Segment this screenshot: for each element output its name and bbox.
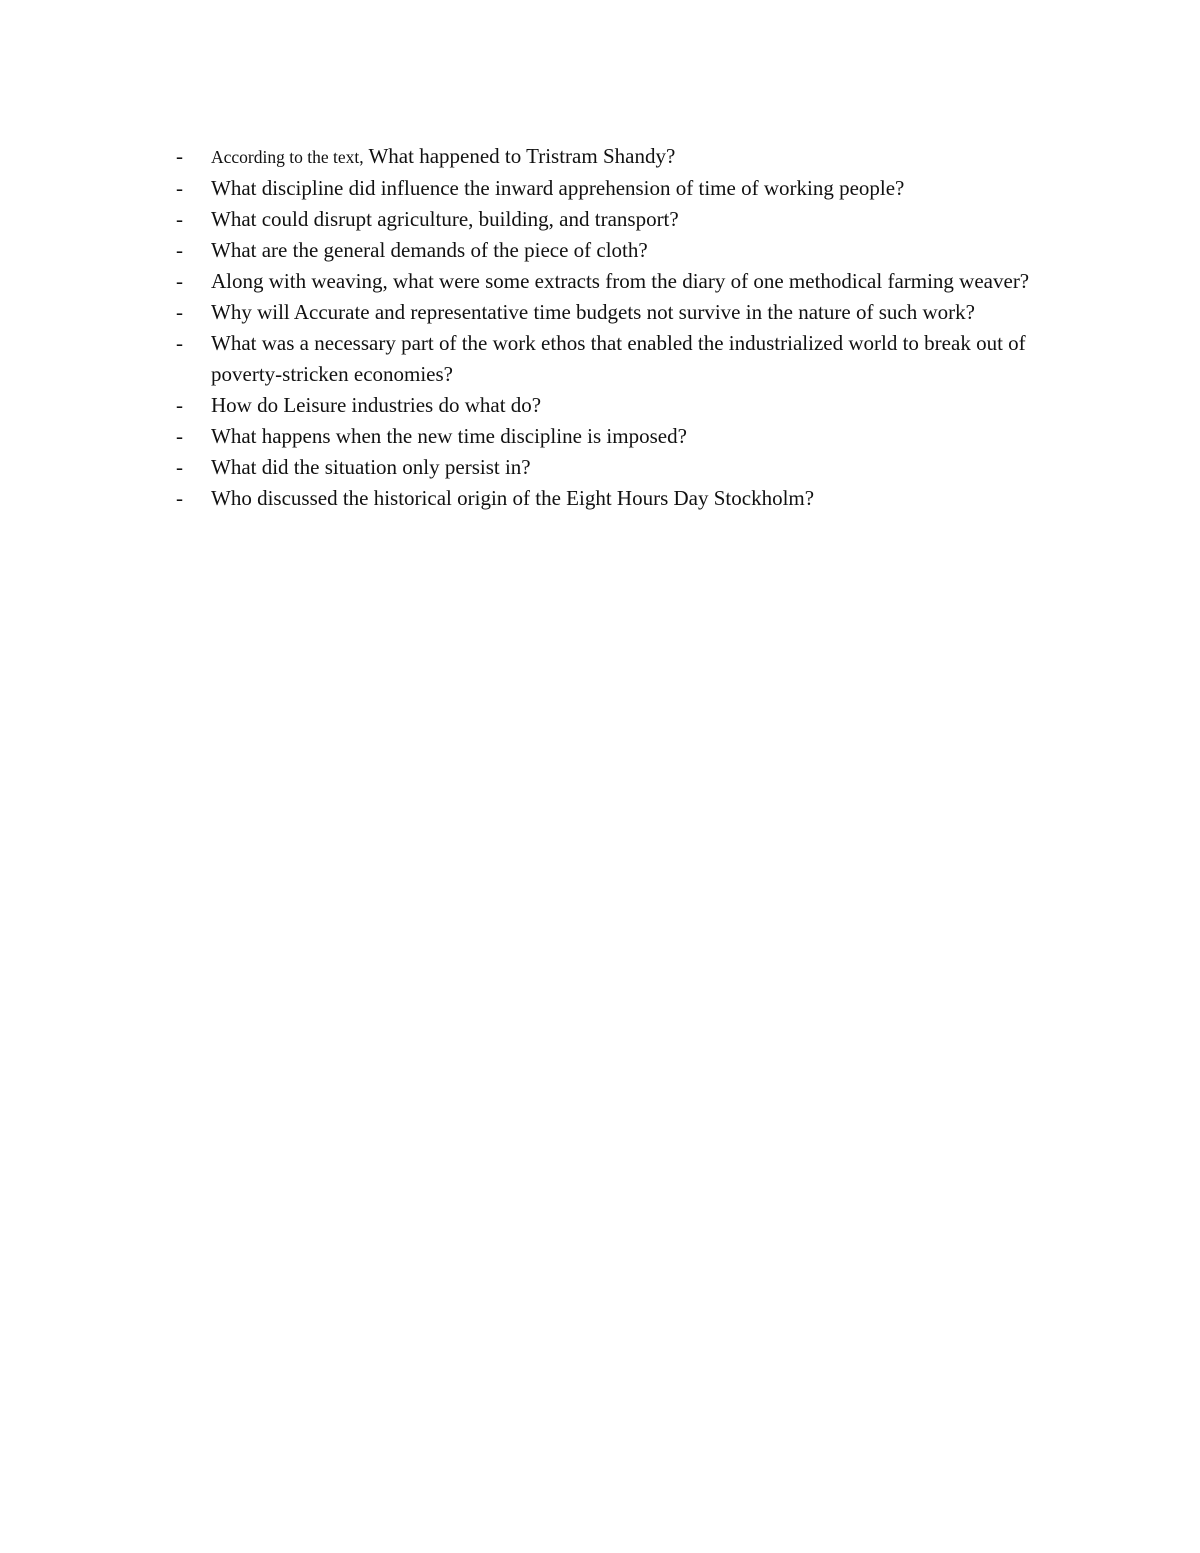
question-text: What discipline did influence the inward apprehension of time of working people? bbox=[211, 176, 905, 200]
question-text bbox=[211, 141, 1054, 173]
bullet: - bbox=[176, 455, 183, 479]
bullet: - bbox=[176, 300, 183, 324]
bullet: - bbox=[176, 269, 183, 293]
bullet: - bbox=[176, 238, 183, 262]
question-text: What did the situation only persist in? bbox=[211, 455, 531, 479]
bullet: - bbox=[176, 393, 183, 417]
bullet: - bbox=[176, 207, 183, 231]
list-item bbox=[174, 173, 1054, 204]
question-text: What are the general demands of the piece of cloth? bbox=[211, 238, 648, 262]
question-text: Why will Accurate and representative time budgets not survive in the nature of such work? bbox=[211, 300, 975, 324]
question-text: What happens when the new time discipline is imposed? bbox=[211, 424, 687, 448]
list-item bbox=[174, 328, 1054, 390]
list-item bbox=[174, 297, 1054, 328]
question-text: How do Leisure industries do what do? bbox=[211, 393, 542, 417]
list-item bbox=[174, 452, 1054, 483]
question-text: What was a necessary part of the work ethos that enabled the industrialized world to break out of poverty-stricken economies? bbox=[211, 331, 1026, 386]
bullet: - bbox=[176, 424, 183, 448]
question-text: Who discussed the historical origin of the Eight Hours Day Stockholm? bbox=[211, 486, 815, 510]
question-body: What happened to Tristram Shandy? bbox=[363, 144, 676, 168]
question-text: What could disrupt agriculture, building, and transport? bbox=[211, 207, 679, 231]
list-item bbox=[174, 266, 1054, 297]
bullet: - bbox=[176, 176, 183, 200]
list-item bbox=[174, 204, 1054, 235]
question-list bbox=[174, 141, 1054, 514]
list-item bbox=[174, 390, 1054, 421]
bullet: - bbox=[176, 331, 183, 355]
bullet: - bbox=[176, 144, 183, 168]
bullet: - bbox=[176, 486, 183, 510]
list-item bbox=[174, 421, 1054, 452]
question-text: Along with weaving, what were some extracts from the diary of one methodical farming weaver? bbox=[211, 269, 1030, 293]
list-item bbox=[174, 141, 1054, 173]
list-item bbox=[174, 483, 1054, 514]
list-item bbox=[174, 235, 1054, 266]
question-lead: According to the text, bbox=[211, 147, 364, 167]
